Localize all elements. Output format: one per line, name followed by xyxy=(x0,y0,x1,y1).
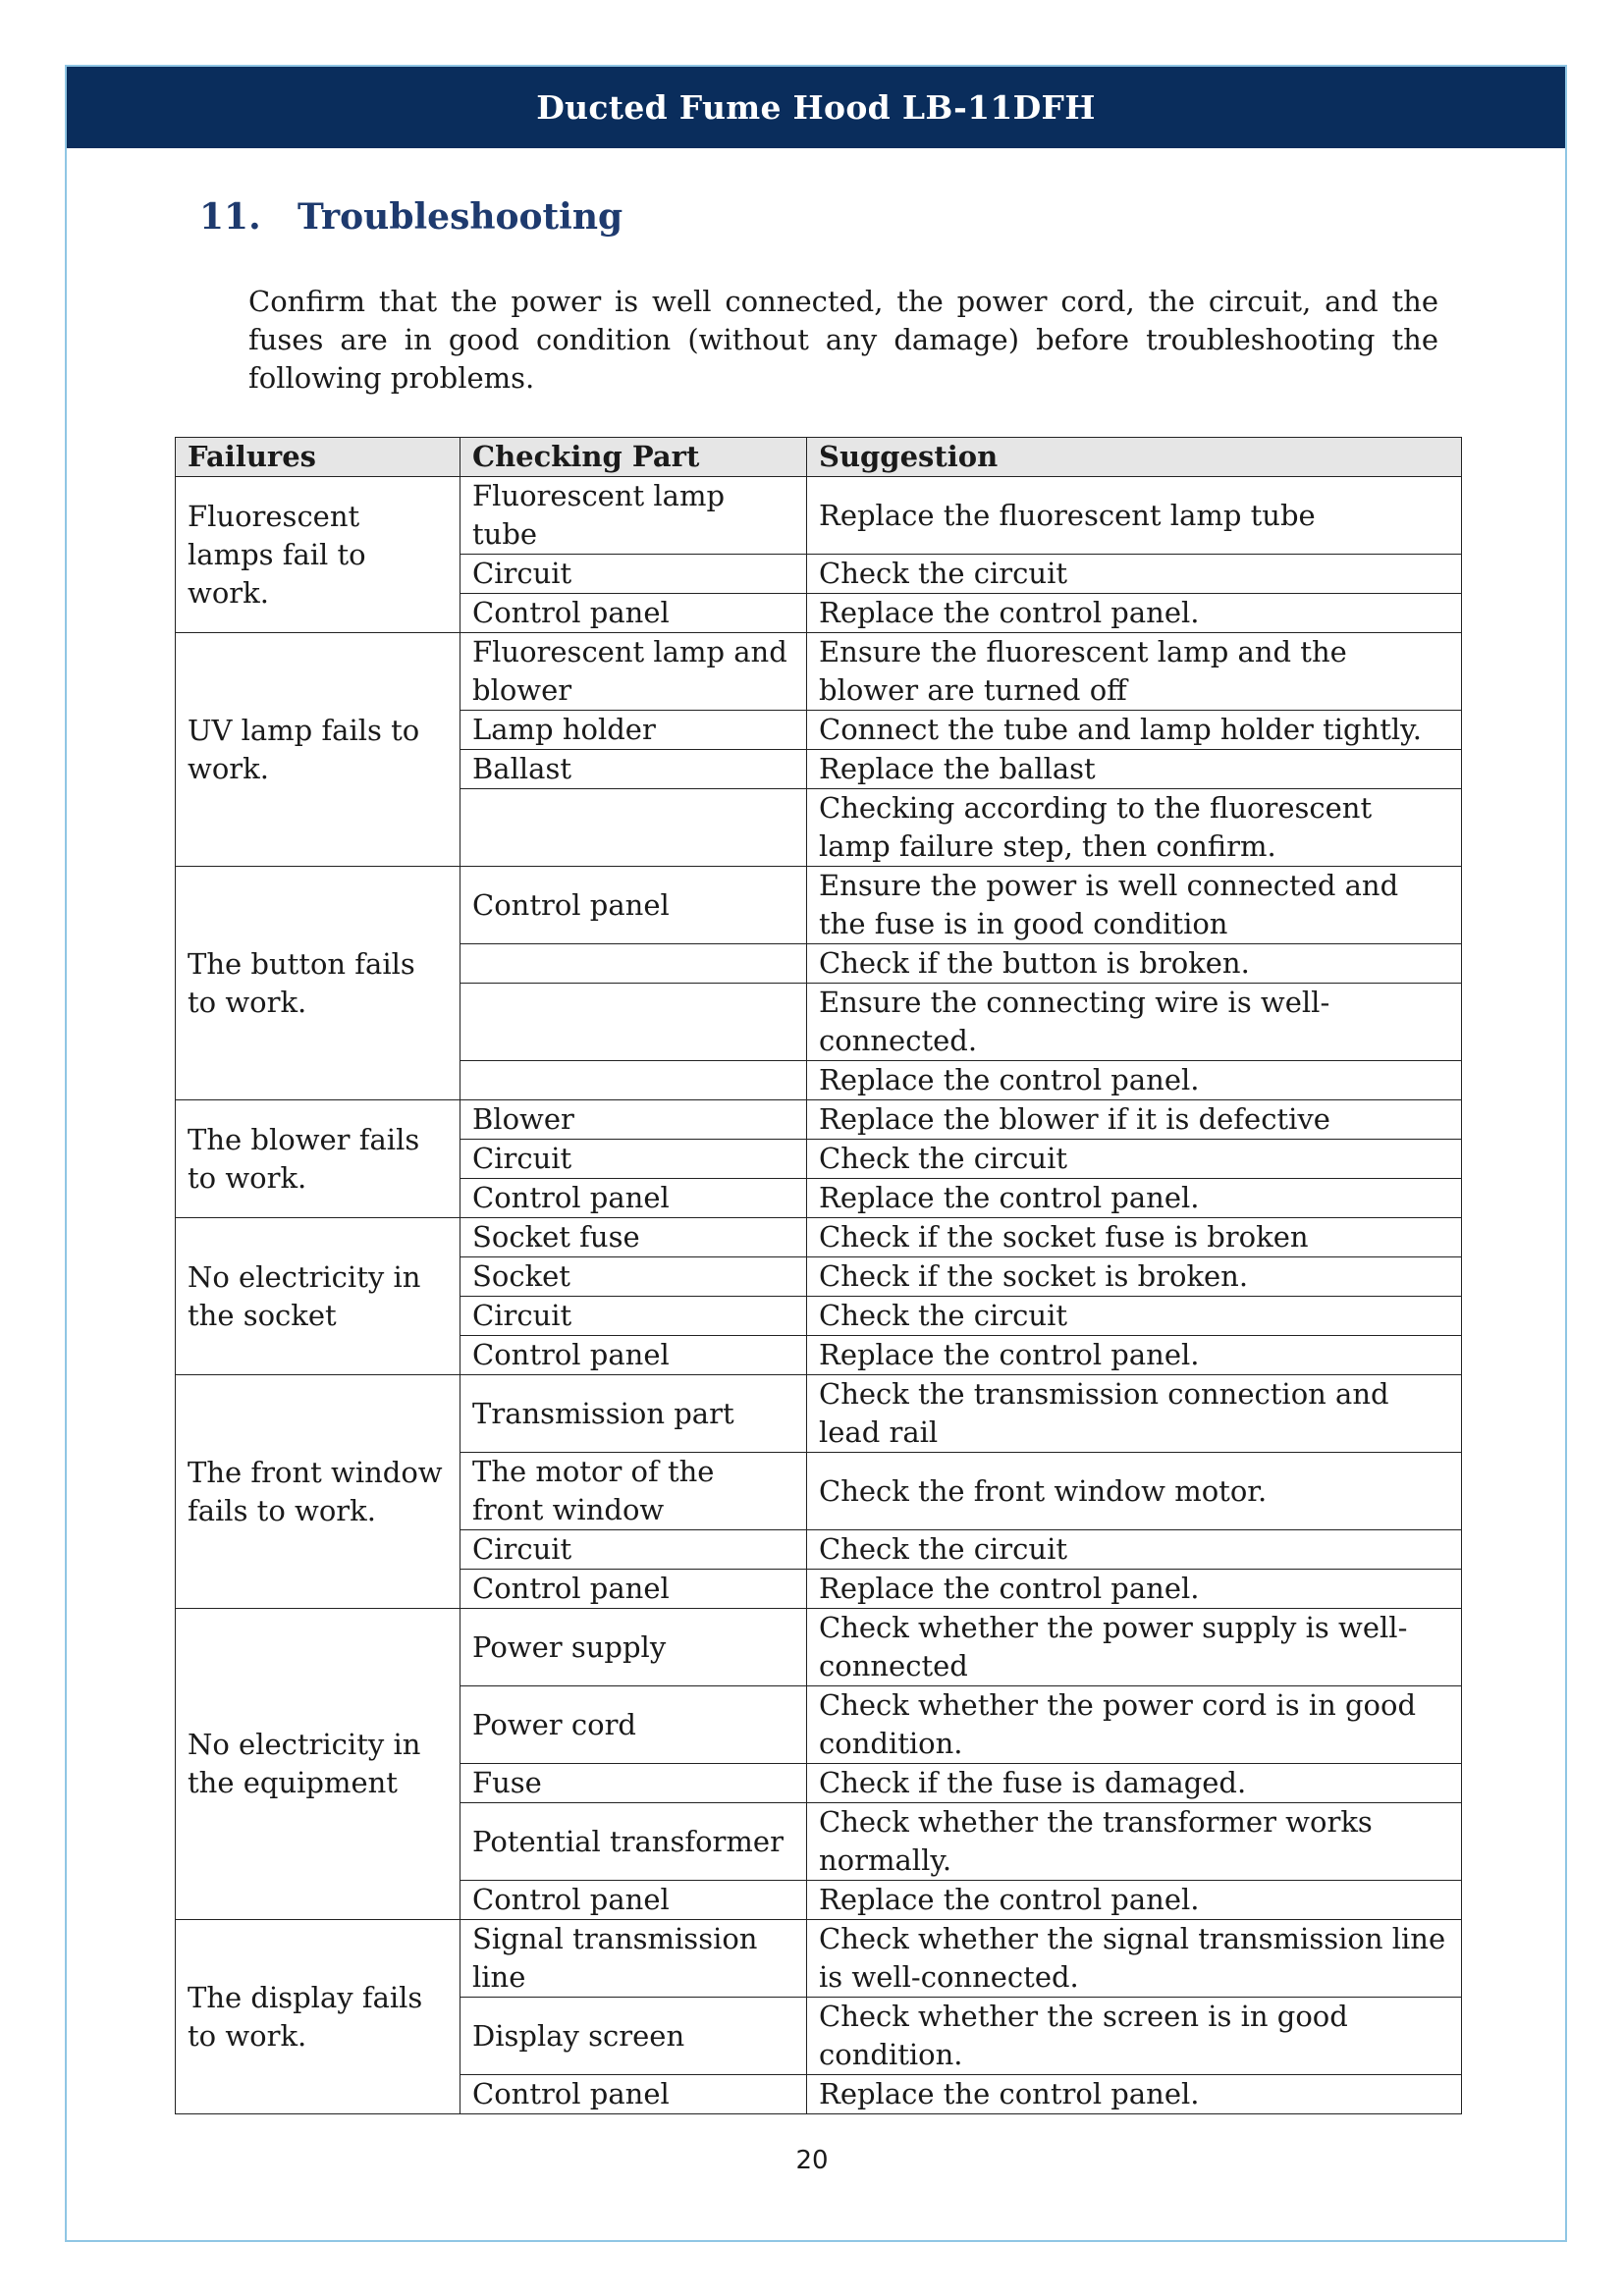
suggestion-cell: Replace the control panel. xyxy=(807,1179,1462,1218)
table-row xyxy=(176,1375,1462,1453)
suggestion-cell: Ensure the power is well connected and the fuse is in good condition xyxy=(807,867,1462,944)
checking-part-cell xyxy=(460,944,807,984)
checking-part-cell xyxy=(460,1061,807,1100)
suggestion-cell: Check whether the screen is in good condition. xyxy=(807,1998,1462,2075)
document-title: Ducted Fume Hood LB-11DFH xyxy=(536,88,1096,127)
suggestion-cell: Replace the fluorescent lamp tube xyxy=(807,477,1462,555)
checking-part-cell: The motor of the front window xyxy=(460,1453,807,1530)
suggestion-cell: Check if the button is broken. xyxy=(807,944,1462,984)
table-row xyxy=(176,1100,1462,1140)
checking-part-cell: Control panel xyxy=(460,2075,807,2114)
checking-part-cell: Control panel xyxy=(460,1881,807,1920)
troubleshooting-table xyxy=(175,437,1462,2114)
table-header-row xyxy=(176,438,1462,477)
checking-part-cell: Fuse xyxy=(460,1764,807,1803)
failure-cell: The front window fails to work. xyxy=(176,1375,460,1609)
failure-cell: No electricity in the socket xyxy=(176,1218,460,1375)
suggestion-cell: Ensure the connecting wire is well-connected. xyxy=(807,984,1462,1061)
suggestion-cell: Checking according to the fluorescent lamp failure step, then confirm. xyxy=(807,789,1462,867)
checking-part-cell: Control panel xyxy=(460,1179,807,1218)
checking-part-cell: Fluorescent lamp tube xyxy=(460,477,807,555)
checking-part-cell: Control panel xyxy=(460,867,807,944)
suggestion-cell: Check whether the power cord is in good condition. xyxy=(807,1686,1462,1764)
checking-part-cell: Display screen xyxy=(460,1998,807,2075)
header-checking-part: Checking Part xyxy=(460,438,807,477)
checking-part-cell: Circuit xyxy=(460,1140,807,1179)
document-header-banner xyxy=(67,67,1565,148)
suggestion-cell: Check the circuit xyxy=(807,1297,1462,1336)
checking-part-cell: Socket fuse xyxy=(460,1218,807,1257)
suggestion-cell: Check whether the power supply is well-connected xyxy=(807,1609,1462,1686)
checking-part-cell: Power cord xyxy=(460,1686,807,1764)
suggestion-cell: Replace the control panel. xyxy=(807,1881,1462,1920)
checking-part-cell: Circuit xyxy=(460,555,807,594)
suggestion-cell: Replace the control panel. xyxy=(807,1336,1462,1375)
checking-part-cell: Transmission part xyxy=(460,1375,807,1453)
checking-part-cell: Circuit xyxy=(460,1297,807,1336)
checking-part-cell: Power supply xyxy=(460,1609,807,1686)
suggestion-cell: Check the circuit xyxy=(807,1530,1462,1570)
section-title: Troubleshooting xyxy=(298,196,623,238)
suggestion-cell: Ensure the fluorescent lamp and the blower are turned off xyxy=(807,633,1462,711)
failure-cell: No electricity in the equipment xyxy=(176,1609,460,1920)
suggestion-cell: Replace the control panel. xyxy=(807,1570,1462,1609)
checking-part-cell: Control panel xyxy=(460,594,807,633)
checking-part-cell: Lamp holder xyxy=(460,711,807,750)
suggestion-cell: Check the front window motor. xyxy=(807,1453,1462,1530)
suggestion-cell: Check if the socket fuse is broken xyxy=(807,1218,1462,1257)
failure-cell: The display fails to work. xyxy=(176,1920,460,2114)
checking-part-cell: Signal transmission line xyxy=(460,1920,807,1998)
checking-part-cell: Control panel xyxy=(460,1336,807,1375)
checking-part-cell: Socket xyxy=(460,1257,807,1297)
section-heading xyxy=(199,196,623,238)
suggestion-cell: Connect the tube and lamp holder tightly. xyxy=(807,711,1462,750)
failure-cell: The blower fails to work. xyxy=(176,1100,460,1218)
failure-cell: Fluorescent lamps fail to work. xyxy=(176,477,460,633)
failure-cell: The button fails to work. xyxy=(176,867,460,1100)
checking-part-cell xyxy=(460,984,807,1061)
page-number: 20 xyxy=(795,2146,829,2175)
checking-part-cell: Fluorescent lamp and blower xyxy=(460,633,807,711)
suggestion-cell: Check whether the signal transmission line is well-connected. xyxy=(807,1920,1462,1998)
table-row xyxy=(176,633,1462,711)
section-number: 11. xyxy=(199,196,261,238)
checking-part-cell: Circuit xyxy=(460,1530,807,1570)
suggestion-cell: Replace the ballast xyxy=(807,750,1462,789)
failure-cell: UV lamp fails to work. xyxy=(176,633,460,867)
suggestion-cell: Replace the control panel. xyxy=(807,2075,1462,2114)
intro-paragraph: Confirm that the power is well connected, the power cord, the circuit, and the fuses are in good condition (without any damage) before troubleshooting the following problems. xyxy=(248,285,1438,395)
suggestion-cell: Replace the control panel. xyxy=(807,594,1462,633)
suggestion-cell: Replace the control panel. xyxy=(807,1061,1462,1100)
table-row xyxy=(176,1218,1462,1257)
suggestion-cell: Check the circuit xyxy=(807,1140,1462,1179)
header-failures: Failures xyxy=(176,438,460,477)
checking-part-cell: Potential transformer xyxy=(460,1803,807,1881)
suggestion-cell: Check the circuit xyxy=(807,555,1462,594)
checking-part-cell: Control panel xyxy=(460,1570,807,1609)
header-suggestion: Suggestion xyxy=(807,438,1462,477)
table-row xyxy=(176,1920,1462,1998)
checking-part-cell: Ballast xyxy=(460,750,807,789)
suggestion-cell: Check the transmission connection and lead rail xyxy=(807,1375,1462,1453)
suggestion-cell: Check whether the transformer works normally. xyxy=(807,1803,1462,1881)
suggestion-cell: Replace the blower if it is defective xyxy=(807,1100,1462,1140)
checking-part-cell: Blower xyxy=(460,1100,807,1140)
checking-part-cell xyxy=(460,789,807,867)
suggestion-cell: Check if the fuse is damaged. xyxy=(807,1764,1462,1803)
table-row xyxy=(176,867,1462,944)
table-row xyxy=(176,477,1462,555)
suggestion-cell: Check if the socket is broken. xyxy=(807,1257,1462,1297)
table-row xyxy=(176,1609,1462,1686)
